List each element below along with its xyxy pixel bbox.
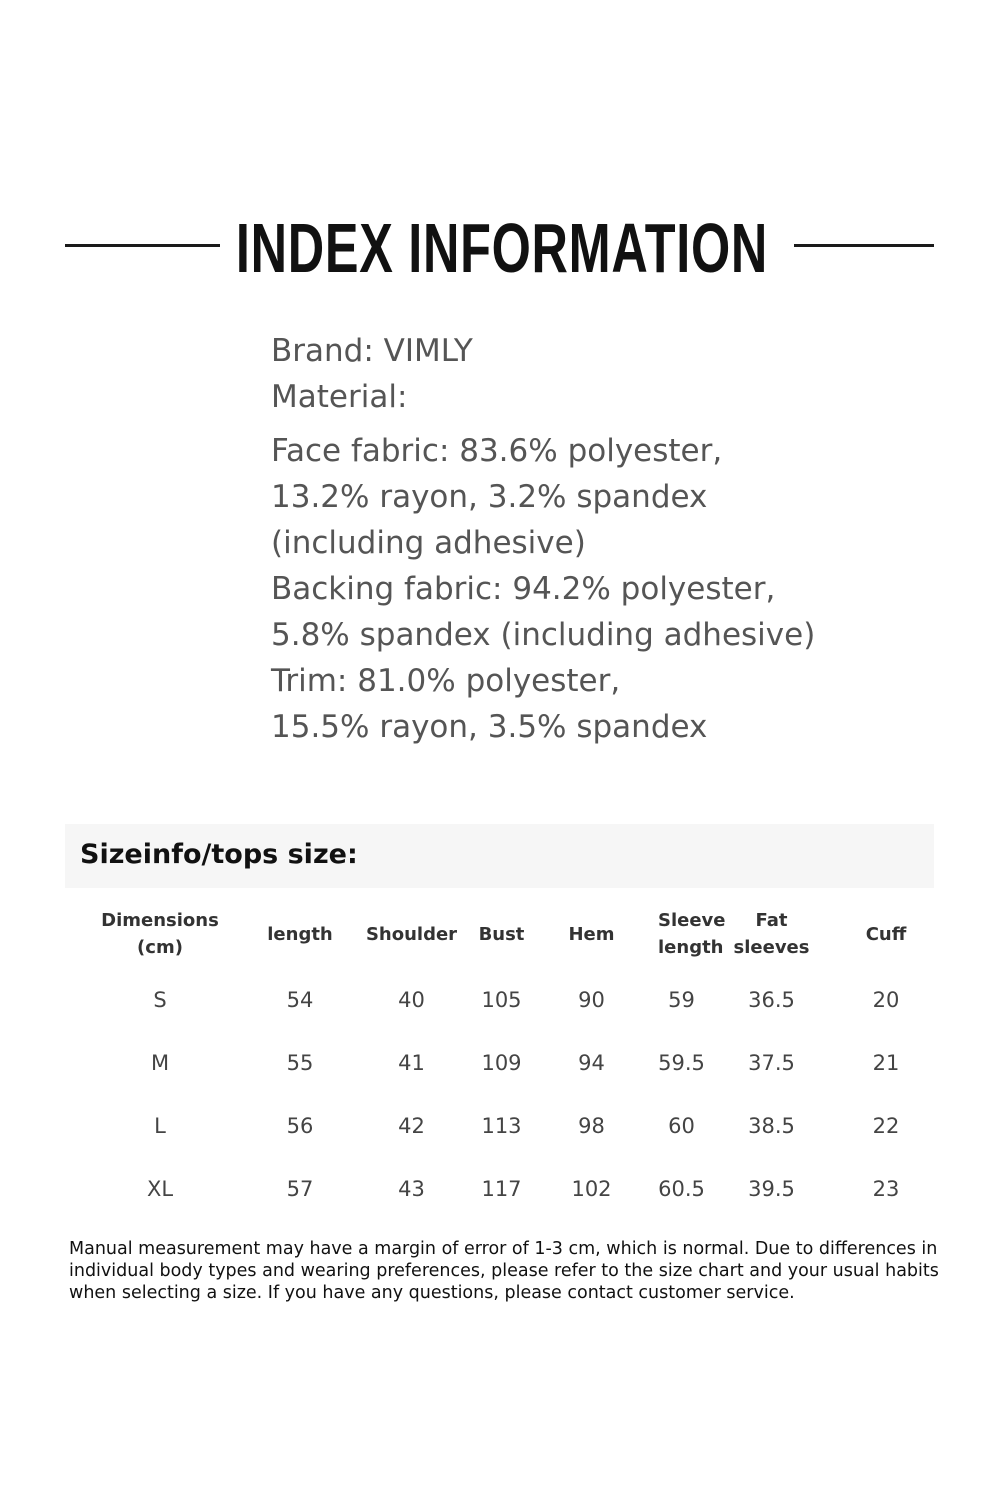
product-info xyxy=(271,328,911,750)
fat-sleeves-cell: 39.5 xyxy=(748,1176,795,1201)
col-header-hem: Hem xyxy=(568,923,615,945)
bust-cell: 109 xyxy=(481,1050,522,1075)
hem-cell: 98 xyxy=(578,1113,605,1138)
table-row xyxy=(65,1094,934,1157)
material-line: (including adhesive) xyxy=(271,525,586,561)
hem-cell: 90 xyxy=(578,987,605,1012)
material-line: 5.8% spandex (including adhesive) xyxy=(271,617,816,653)
size-cell: S xyxy=(153,987,167,1012)
size-cell: M xyxy=(150,1050,170,1075)
fat-sleeves-cell: 38.5 xyxy=(748,1113,795,1138)
material-label: Material: xyxy=(271,379,408,415)
hem-cell: 102 xyxy=(571,1176,612,1201)
fat-sleeves-cell: 36.5 xyxy=(748,987,795,1012)
shoulder-cell: 41 xyxy=(398,1050,425,1075)
size-cell: L xyxy=(154,1113,166,1138)
table-row xyxy=(65,1031,934,1094)
col-header-sleeve-length: Sleeve length xyxy=(658,910,726,958)
col-header-length: length xyxy=(267,923,333,945)
bust-cell: 117 xyxy=(481,1176,522,1201)
sleeve-length-cell: 60.5 xyxy=(658,1176,705,1201)
length-cell: 56 xyxy=(286,1113,314,1138)
material-line: Face fabric: 83.6% polyester, xyxy=(271,433,723,469)
cuff-cell: 21 xyxy=(872,1050,900,1075)
fat-sleeves-cell: 37.5 xyxy=(748,1050,795,1075)
size-info-header xyxy=(65,824,934,888)
shoulder-cell: 42 xyxy=(398,1113,425,1138)
material-line: Backing fabric: 94.2% polyester, xyxy=(271,571,776,607)
length-cell: 54 xyxy=(286,987,314,1012)
bust-cell: 113 xyxy=(481,1113,522,1138)
cuff-cell: 23 xyxy=(872,1176,900,1201)
sleeve-length-cell: 59.5 xyxy=(658,1050,705,1075)
material-line: 13.2% rayon, 3.2% spandex xyxy=(271,479,708,515)
length-cell: 55 xyxy=(286,1050,314,1075)
cuff-cell: 22 xyxy=(872,1113,900,1138)
material-line: Trim: 81.0% polyester, xyxy=(271,663,621,699)
sleeve-length-cell: 59 xyxy=(668,987,695,1012)
title-rule-right xyxy=(794,244,934,247)
size-cell: XL xyxy=(146,1176,174,1201)
size-table xyxy=(65,900,934,1220)
length-cell: 57 xyxy=(286,1176,314,1201)
size-info-heading: Sizeinfo/tops size: xyxy=(80,839,358,870)
material-line: 15.5% rayon, 3.5% spandex xyxy=(271,709,708,745)
shoulder-cell: 43 xyxy=(398,1176,425,1201)
col-header-shoulder: Shoulder xyxy=(365,923,458,945)
hem-cell: 94 xyxy=(578,1050,605,1075)
measurement-note: Manual measurement may have a margin of error of 1-3 cm, which is normal. Due to differences in individual body types and wearing preferences, please refer to the size chart and your usual habits when selecting a size. If you have any questions, please contact customer service. xyxy=(69,1239,939,1303)
col-header-bust: Bust xyxy=(478,923,525,945)
table-row xyxy=(65,1157,934,1220)
page-title: INDEX INFORMATION xyxy=(235,209,768,287)
table-row xyxy=(65,968,934,1031)
col-header-dimensions: Dimensions (cm) xyxy=(101,910,219,958)
shoulder-cell: 40 xyxy=(398,987,425,1012)
col-header-cuff: Cuff xyxy=(865,923,907,945)
col-header-fat-sleeves: Fat sleeves xyxy=(733,910,810,958)
cuff-cell: 20 xyxy=(872,987,900,1012)
size-table-header-row xyxy=(65,900,934,968)
sleeve-length-cell: 60 xyxy=(668,1113,695,1138)
brand-line: Brand: VIMLY xyxy=(271,333,473,369)
bust-cell: 105 xyxy=(481,987,522,1012)
